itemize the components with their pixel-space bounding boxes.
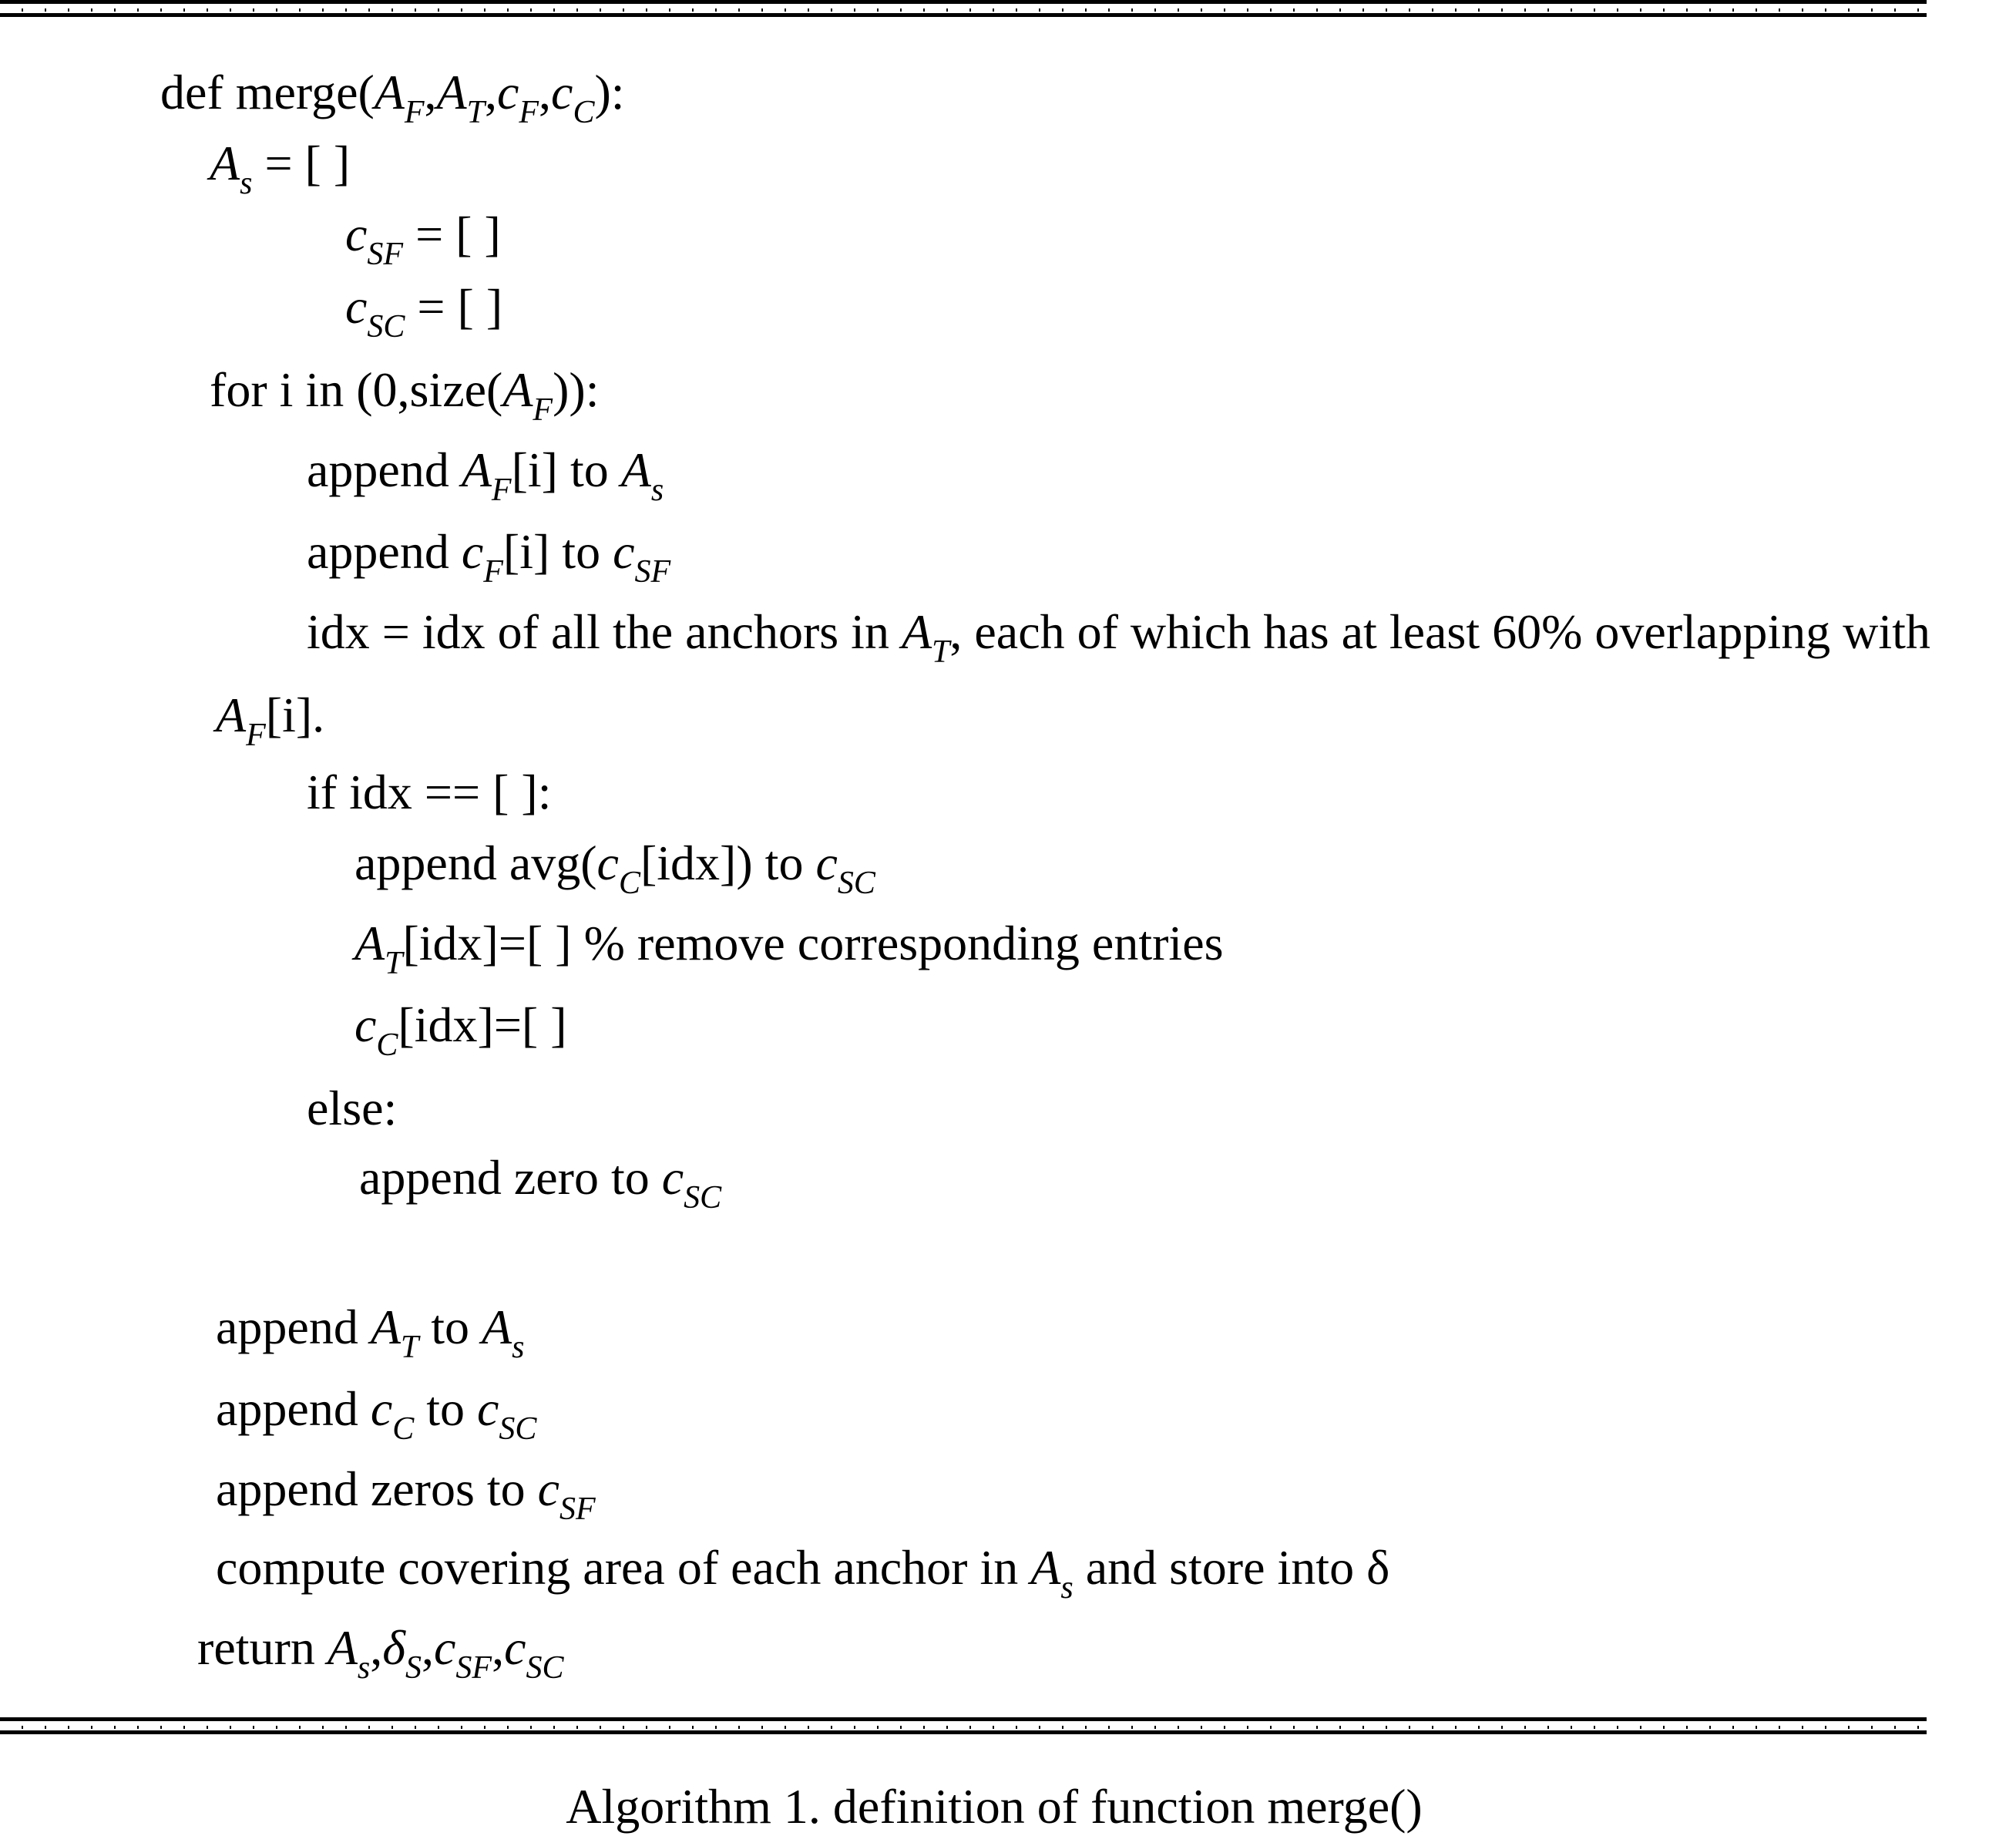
code-line-19: compute covering area of each anchor in $A_s$ and store into δ [216, 1540, 1390, 1606]
code-line-14: else: [307, 1081, 398, 1135]
code-line-4: $c_{SC}$ = [ ] [345, 279, 503, 345]
code-line-8: idx = idx of all the anchors in $A_T$, each of which has at least 60% overlapping with [307, 604, 1930, 670]
code-line-9: $A_F[i]$. [216, 688, 325, 753]
code-line-7: append $c_F[i]$ to $c_{SF}$ [307, 524, 671, 590]
code-line-3: $c_{SF}$ = [ ] [345, 207, 501, 272]
code-line-6: append $A_F[i]$ to $A_s$ [307, 442, 664, 508]
code-line-13: $c_C[idx]=$[ ] [354, 997, 567, 1063]
code-line-5: for i in $(0,size(A_F))$: [210, 362, 600, 428]
top-double-rule [0, 0, 1927, 17]
code-line-17: append $c_C$ to $c_{SC}$ [216, 1381, 537, 1447]
code-line-1: def $merge(A_F,A_T,c_F,c_C)$: [160, 65, 625, 130]
code-line-2: $A_s$ = [ ] [210, 136, 351, 201]
code-line-18: append zeros to $c_{SF}$ [216, 1461, 596, 1527]
code-line-16: append $A_T$ to $A_s$ [216, 1300, 525, 1365]
code-line-11: append $avg(c_C[idx])$ to $c_{SC}$ [354, 836, 875, 901]
code-line-10: if idx == [ ]: [307, 765, 552, 819]
algorithm-caption: Algorithm 1. definition of function merge() [566, 1779, 1423, 1834]
code-line-20: return $A_s,\delta_S,c_{SF},c_{SC}$ [197, 1620, 564, 1686]
bottom-double-rule [0, 1717, 1927, 1734]
code-line-15: append zero to $c_{SC}$ [359, 1150, 722, 1216]
code-line-12: $A_T[idx]=$[ ] % remove corresponding entries [354, 916, 1224, 981]
